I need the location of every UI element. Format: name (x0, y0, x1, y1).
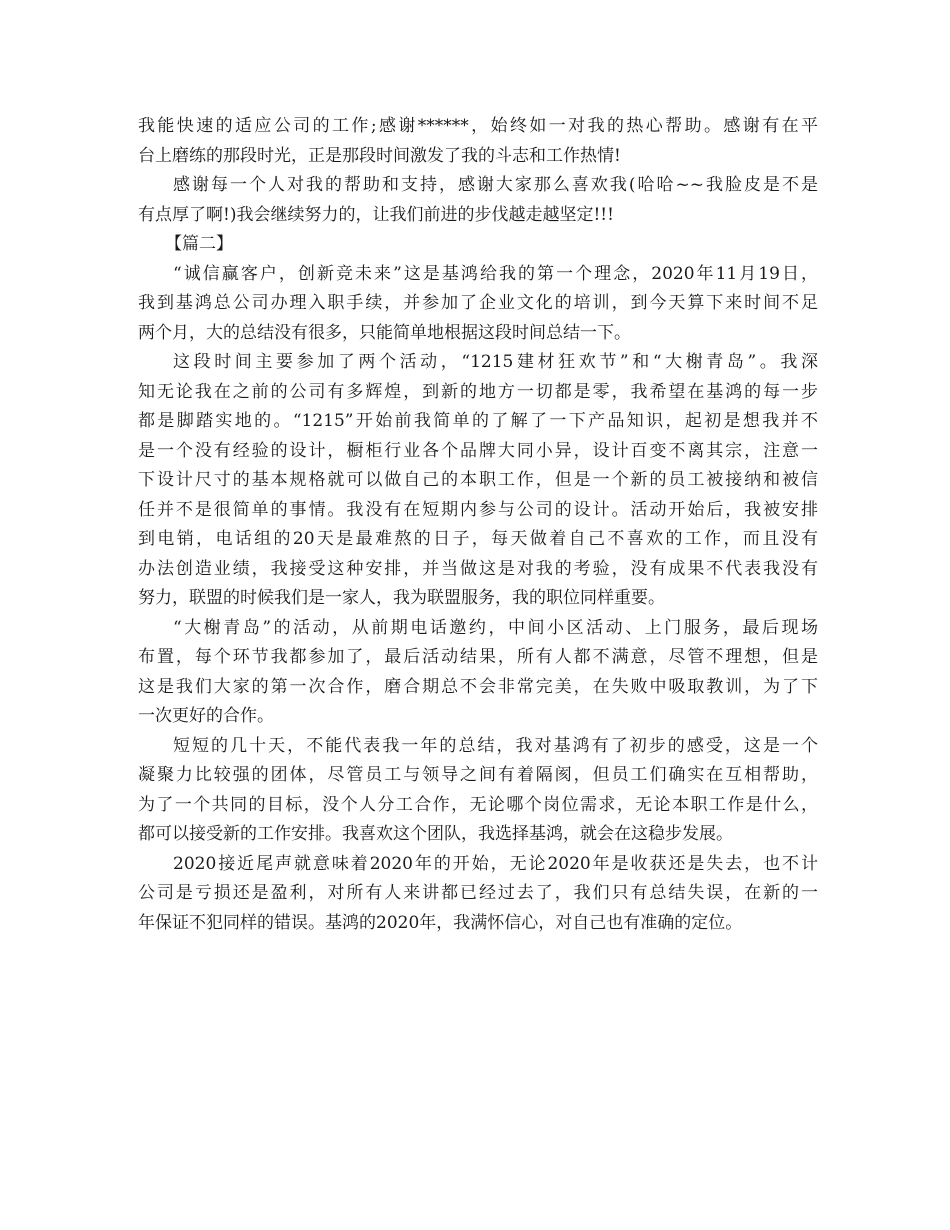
text-line: 努力，联盟的时候我们是一家人，我为联盟服务，我的职位同样重要。 (138, 588, 665, 608)
text-line: 我能快速的适应公司的工作;感谢******，始终如一对我的热心帮助。感谢有在平 (138, 116, 818, 136)
text-line: 短短的几十天，不能代表我一年的总结，我对基鸿有了初步的感受，这是一个 (173, 735, 818, 756)
text-line: 感谢每一个人对我的帮助和支持，感谢大家那么喜欢我(哈哈~~我脸皮是不是 (173, 175, 818, 195)
text-line: 布置，每个环节我都参加了，最后活动结果，所有人都不满意，尽管不理想，但是 (138, 647, 818, 667)
text-line: 有点厚了啊!)我会继续努力的，让我们前进的步伐越走越坚定!!! (138, 204, 614, 225)
text-line: 到电销，电话组的20天是最难熬的日子，每天做着自己不喜欢的工作，而且没有 (138, 529, 818, 549)
section-heading: 【篇二】 (165, 234, 233, 254)
text-line: 2020接近尾声就意味着2020年的开始，无论2020年是收获还是失去，也不计 (173, 853, 818, 874)
text-line: “诚信赢客户，创新竞未来”这是基鸿给我的第一个理念，2020年11月19日， (173, 263, 818, 284)
text-line: 这段时间主要参加了两个活动，“1215建材狂欢节”和“大榭青岛”。我深 (173, 352, 818, 372)
text-line: 知无论我在之前的公司有多辉煌，到新的地方一切都是零，我希望在基鸿的每一步 (138, 381, 818, 402)
text-line: 办法创造业绩，我接受这种安排，并当做这是对我的考验，没有成果不代表我没有 (138, 558, 818, 579)
text-line: 一次更好的合作。 (138, 706, 274, 726)
text-line: 都可以接受新的工作安排。我喜欢这个团队，我选择基鸿，就会在这稳步发展。 (138, 824, 733, 844)
text-line: 台上磨练的那段时光，正是那段时间激发了我的斗志和工作热情! (138, 145, 621, 166)
text-line: 为了一个共同的目标，没个人分工合作，无论哪个岗位需求，无论本职工作是什么， (138, 794, 818, 815)
text-line: 我到基鸿总公司办理入职手续，并参加了企业文化的培训，到今天算下来时间不足 (138, 293, 818, 313)
text-line: 下设计尺寸的基本规格就可以做自己的本职工作，但是一个新的员工被接纳和被信 (138, 470, 818, 490)
text-line: 是一个没有经验的设计，橱柜行业各个品牌大同小异，设计百变不离其宗，注意一 (138, 440, 818, 461)
document-page (138, 112, 818, 938)
text-line: 都是脚踏实地的。“1215”开始前我简单的了解了一下产品知识，起初是想我并不 (138, 411, 818, 431)
text-line: 凝聚力比较强的团体，尽管员工与领导之间有着隔阂，但员工们确实在互相帮助， (138, 765, 818, 785)
text-line: 任并不是很简单的事情。我没有在短期内参与公司的设计。活动开始后，我被安排 (138, 499, 818, 520)
text-line: 两个月，大的总结没有很多，只能简单地根据这段时间总结一下。 (138, 322, 631, 343)
text-line: “大榭青岛”的活动，从前期电话邀约，中间小区活动、上门服务，最后现场 (173, 617, 818, 638)
text-line: 这是我们大家的第一次合作，磨合期总不会非常完美，在失败中吸取教训，为了下 (138, 676, 818, 697)
text-line: 公司是亏损还是盈利，对所有人来讲都已经过去了，我们只有总结失误，在新的一 (138, 883, 818, 903)
text-line: 年保证不犯同样的错误。基鸿的2020年，我满怀信心，对自己也有准确的定位。 (138, 912, 743, 933)
